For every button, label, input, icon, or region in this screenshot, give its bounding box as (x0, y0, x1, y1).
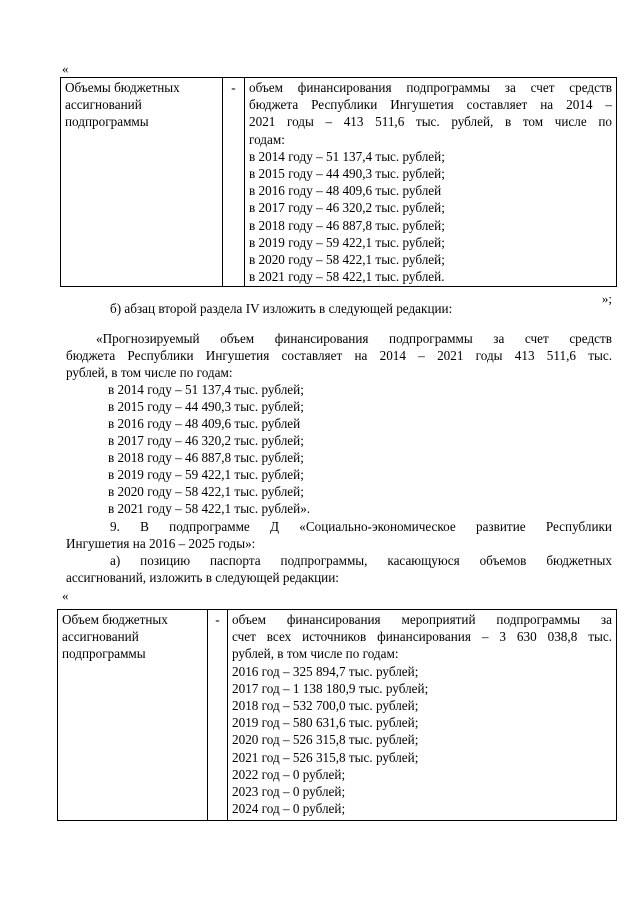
list-item: в 2018 году – 46 887,8 тыс. рублей; (108, 450, 304, 465)
opening-quote-1: « (62, 61, 69, 76)
table-row (58, 610, 617, 821)
table2-value-line: 2023 год – 0 рублей; (232, 784, 346, 800)
paragraph-9 (66, 518, 612, 552)
table2-value-cell (228, 610, 617, 821)
table2-value-line: 2018 год – 532 700,0 тыс. рублей; (232, 698, 419, 714)
list-item: в 2019 году – 59 422,1 тыс. рублей; (108, 467, 304, 482)
table2-dash-cell: - (208, 610, 228, 821)
table2-value-line: 2016 год – 325 894,7 тыс. рублей; (232, 663, 419, 679)
paragraph-forecast (66, 330, 612, 381)
table1-value-line: в 2021 году – 58 422,1 тыс. рублей. (249, 269, 445, 285)
list-item: в 2021 году – 58 422,1 тыс. рублей». (108, 501, 311, 516)
table1-label-line: ассигнований (65, 97, 142, 113)
years-list (108, 381, 588, 517)
paragraph-forecast-line: рублей, в том числе по годам: (66, 365, 233, 380)
paragraph-forecast-line: бюджета Республики Ингушетия составляет на 2014 – 2021 годы 413 511,6 тыс. (66, 348, 612, 363)
list-item: в 2016 году – 48 409,6 тыс. рублей (108, 416, 301, 431)
table2-value-line: 2020 год – 526 315,8 тыс. рублей; (232, 732, 419, 748)
table1-value-line: в 2016 году – 48 409,6 тыс. рублей (249, 183, 442, 199)
paragraph-a-line: ассигнований, изложить в следующей редакции: (66, 570, 339, 585)
closing-quote-1: »; (601, 291, 612, 306)
table-budget-allocations-2 (57, 609, 617, 821)
table1-label-line: подпрограммы (65, 114, 149, 130)
table2-value-line: 2017 год – 1 138 180,9 тыс. рублей; (232, 680, 429, 696)
paragraph-a-line: а) позицию паспорта подпрограммы, касающуюся объемов бюджетных (110, 553, 612, 568)
table1-value-line: бюджета Республики Ингушетия составляет на 2014 – (249, 97, 612, 113)
table2-value-line: 2024 год – 0 рублей; (232, 801, 346, 817)
opening-quote-2: « (62, 588, 69, 603)
table1-value-line: в 2014 году – 51 137,4 тыс. рублей; (249, 148, 445, 164)
paragraph-9-line: Ингушетия на 2016 – 2025 годы»: (66, 536, 256, 551)
table1-value-line: в 2017 году – 46 320,2 тыс. рублей; (249, 200, 445, 216)
table2-value-line: 2021 год – 526 315,8 тыс. рублей; (232, 749, 419, 765)
list-item: в 2020 году – 58 422,1 тыс. рублей; (108, 484, 304, 499)
table1-label-cell (61, 78, 223, 287)
table2-label-cell (58, 610, 208, 821)
table1-value-line: в 2018 году – 46 887,8 тыс. рублей; (249, 217, 445, 233)
table1-value-cell (245, 78, 617, 287)
table1-value-line: в 2019 году – 59 422,1 тыс. рублей; (249, 234, 445, 250)
list-item: в 2015 году – 44 490,3 тыс. рублей; (108, 399, 304, 414)
table2-value-line: 2019 год – 580 631,6 тыс. рублей; (232, 715, 419, 731)
table1-value-line: 2021 годы – 413 511,6 тыс. рублей, в том числе по (249, 114, 612, 130)
table1-label-line: Объемы бюджетных (65, 80, 180, 95)
table2-label-line: Объем бюджетных (62, 612, 168, 627)
list-item: в 2014 году – 51 137,4 тыс. рублей; (108, 382, 304, 397)
paragraph-forecast-line: «Прогнозируемый объем финансирования подпрограммы за счет средств (96, 331, 612, 346)
table2-value-line: объем финансирования мероприятий подпрограммы за (232, 612, 612, 627)
table1-dash-cell: - (223, 78, 245, 287)
table1-value-line: объем финансирования подпрограммы за счет средств (249, 80, 612, 95)
table1-value-line: в 2020 году – 58 422,1 тыс. рублей; (249, 252, 445, 268)
paragraph-a (66, 552, 612, 586)
paragraph-9-line: 9. В подпрограмме Д «Социально-экономическое развитие Республики (110, 519, 612, 534)
table-row (61, 78, 617, 287)
table2-label-line: ассигнований (62, 629, 139, 645)
table2-value-line: рублей, в том числе по годам: (232, 646, 399, 662)
table2-label-line: подпрограммы (62, 646, 146, 662)
paragraph-b (66, 300, 612, 317)
table-budget-allocations-1 (60, 77, 617, 287)
table2-value-line: счет всех источников финансирования – 3 630 038,8 тыс. (232, 629, 612, 645)
table1-value-line: годам: (249, 131, 285, 147)
paragraph-b-line: б) абзац второй раздела IV изложить в следующей редакции: (110, 301, 453, 316)
table1-value-line: в 2015 году – 44 490,3 тыс. рублей; (249, 166, 445, 182)
table2-value-line: 2022 год – 0 рублей; (232, 766, 346, 782)
list-item: в 2017 году – 46 320,2 тыс. рублей; (108, 433, 304, 448)
